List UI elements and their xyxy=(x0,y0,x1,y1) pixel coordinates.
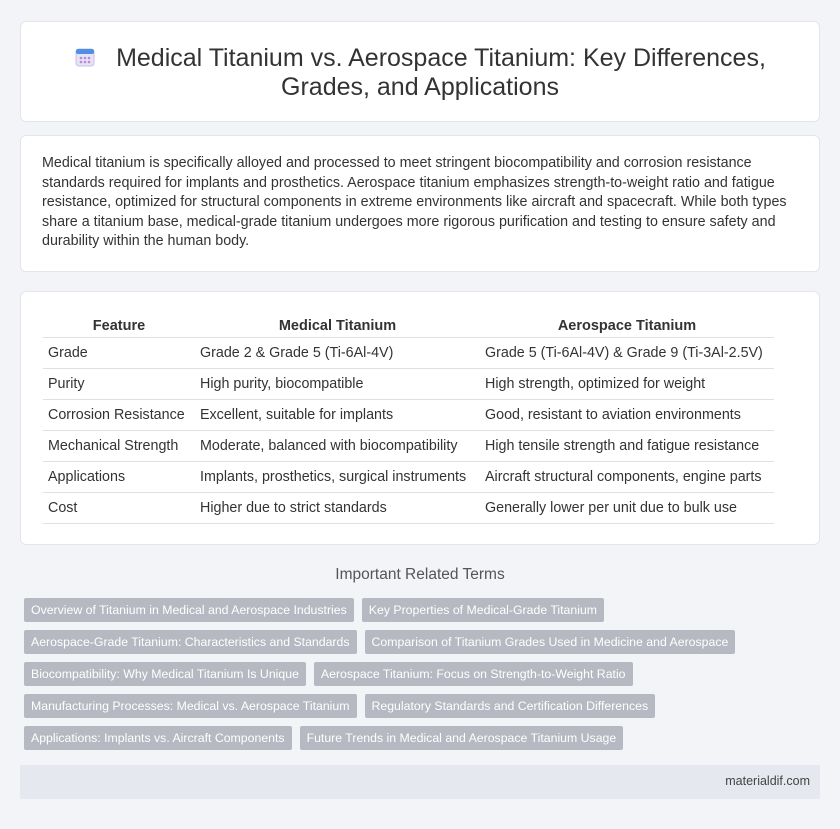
table-header-row xyxy=(43,315,774,338)
table-cell: Applications xyxy=(43,462,195,493)
term-row xyxy=(24,726,824,750)
comparison-table-card xyxy=(20,291,820,545)
title-line-2: Grades, and Applications xyxy=(281,73,559,101)
header-medical: Medical Titanium xyxy=(195,315,480,338)
header-aerospace: Aerospace Titanium xyxy=(480,315,774,338)
footer xyxy=(20,765,820,799)
calendar-icon xyxy=(74,46,96,68)
table-cell: Mechanical Strength xyxy=(43,431,195,462)
table-cell: Cost xyxy=(43,493,195,524)
comparison-table xyxy=(43,315,774,524)
term-row xyxy=(24,630,824,654)
term-link[interactable]: Regulatory Standards and Certification Differences xyxy=(365,694,656,718)
term-link[interactable]: Aerospace Titanium: Focus on Strength-to-Weight Ratio xyxy=(314,662,633,686)
table-cell: Purity xyxy=(43,369,195,400)
page-title xyxy=(21,44,819,102)
table-row xyxy=(43,462,774,493)
term-row xyxy=(24,662,824,686)
table-cell: Generally lower per unit due to bulk use xyxy=(480,493,774,524)
table-row xyxy=(43,369,774,400)
term-link[interactable]: Applications: Implants vs. Aircraft Components xyxy=(24,726,292,750)
table-cell: High strength, optimized for weight xyxy=(480,369,774,400)
term-link[interactable]: Manufacturing Processes: Medical vs. Aerospace Titanium xyxy=(24,694,357,718)
term-link[interactable]: Biocompatibility: Why Medical Titanium Is Unique xyxy=(24,662,306,686)
title-line-1: Medical Titanium vs. Aerospace Titanium: Key Differences, xyxy=(116,44,766,72)
table-cell: Excellent, suitable for implants xyxy=(195,400,480,431)
term-row xyxy=(24,598,824,622)
term-link[interactable]: Overview of Titanium in Medical and Aerospace Industries xyxy=(24,598,354,622)
table-cell: Aircraft structural components, engine parts xyxy=(480,462,774,493)
table-cell: High purity, biocompatible xyxy=(195,369,480,400)
table-cell: Higher due to strict standards xyxy=(195,493,480,524)
table-cell: High tensile strength and fatigue resistance xyxy=(480,431,774,462)
footer-site-link[interactable]: materialdif.com xyxy=(725,774,810,788)
table-row xyxy=(43,431,774,462)
term-link[interactable]: Key Properties of Medical-Grade Titanium xyxy=(362,598,604,622)
table-cell: Good, resistant to aviation environments xyxy=(480,400,774,431)
table-row xyxy=(43,400,774,431)
table-cell: Grade xyxy=(43,338,195,369)
term-link[interactable]: Aerospace-Grade Titanium: Characteristics and Standards xyxy=(24,630,357,654)
title-card xyxy=(20,21,820,122)
table-cell: Implants, prosthetics, surgical instruments xyxy=(195,462,480,493)
table-cell: Grade 2 & Grade 5 (Ti-6Al-4V) xyxy=(195,338,480,369)
term-link[interactable]: Future Trends in Medical and Aerospace Titanium Usage xyxy=(300,726,624,750)
term-link[interactable]: Comparison of Titanium Grades Used in Medicine and Aerospace xyxy=(365,630,736,654)
term-row xyxy=(24,694,824,718)
related-terms-list xyxy=(24,598,824,758)
table-cell: Corrosion Resistance xyxy=(43,400,195,431)
table-row xyxy=(43,493,774,524)
header-feature: Feature xyxy=(43,315,195,338)
related-terms-title: Important Related Terms xyxy=(335,566,505,583)
intro-text: Medical titanium is specifically alloyed and processed to meet stringent biocompatibility and corrosion resistance standards required for implants and prosthetics. Aerospace titanium emphasizes strength-to-weight ratio and fatigue resistance, optimized for structural components in extreme environments like aircraft and spacecraft. While both types share a titanium base, medical-grade titanium undergoes more rigorous purification and testing to ensure safety and durability within the human body. xyxy=(42,155,787,249)
table-cell: Grade 5 (Ti-6Al-4V) & Grade 9 (Ti-3Al-2.5V) xyxy=(480,338,774,369)
intro-card xyxy=(20,135,820,272)
table-row xyxy=(43,338,774,369)
table-cell: Moderate, balanced with biocompatibility xyxy=(195,431,480,462)
